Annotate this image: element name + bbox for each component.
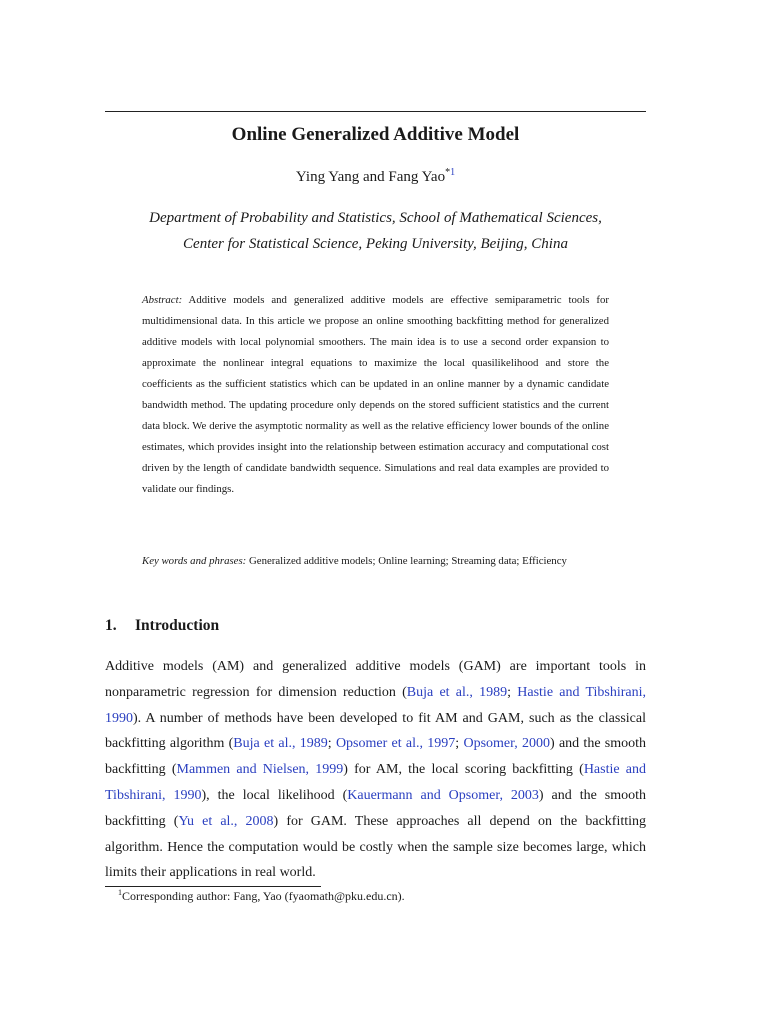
footnote-link[interactable]: 1	[450, 167, 456, 178]
top-rule	[105, 111, 646, 112]
section-heading	[105, 617, 219, 635]
abstract-text: Additive models and generalized additive models are effective semiparametric tools for multidimensional data. In this article we propose an online smoothing backfitting method for generalized additive models with local polynomial smoothers. The main idea is to use a second order expansion to approximate the nonlinear integral equations to maximize the local quasilikelihood and store the coefficients as the sufficient statistics which can be updated in an online manner by a dynamic candidate bandwidth method. The updating procedure only depends on the stored sufficient statistics and the current data block. We derive the asymptotic normality as well as the relative efficiency lower bounds of the online estimates, which provides insight into the relationship between estimation accuracy and computational cost driven by the length of candidate bandwidth sequence. Simulations and real data examples are provided to validate our findings.	[142, 294, 609, 495]
intro-text: ) for GAM. These approaches all depend on the backfitting algorithm. Hence the computation would be costly when the sample size becomes large, which limits their applications in real world.	[105, 813, 647, 881]
citation-link[interactable]: Hastie and Tibshirani, 1990	[105, 762, 646, 803]
affiliation-line-2: Center for Statistical Science, Peking University, Beijing, China	[183, 236, 568, 252]
author-names: Ying Yang and Fang Yao	[295, 169, 446, 185]
footnote-mark: 1	[118, 888, 122, 897]
author-mark-star: *	[445, 167, 451, 178]
intro-text: ;	[327, 736, 336, 752]
abstract-label: Abstract:	[142, 294, 183, 306]
abstract	[142, 290, 609, 500]
keywords-label: Key words and phrases:	[142, 555, 247, 567]
citation-link[interactable]: Buja et al., 1989	[233, 736, 328, 752]
keywords-text: Generalized additive models; Online learning; Streaming data; Efficiency	[248, 555, 567, 567]
footnote	[118, 889, 405, 904]
footnote-rule	[105, 886, 321, 887]
citation-link[interactable]: Hastie and Tibshirani, 1990	[105, 684, 647, 726]
citation-link[interactable]: Yu et al., 2008	[178, 813, 274, 829]
affiliation-line-1: Department of Probability and Statistics, School of Mathematical Sciences,	[149, 210, 602, 226]
citation-link[interactable]: Mammen and Nielsen, 1999	[176, 762, 344, 778]
intro-text: ) and the smooth backfitting (	[105, 736, 647, 778]
intro-text: Additive models (AM) and generalized additive models (GAM) are important tools in nonparametric regression for dimension reduction (	[105, 659, 646, 700]
intro-paragraph	[105, 654, 646, 886]
citation-link[interactable]: Buja et al., 1989	[406, 684, 508, 700]
section-title: Introduction	[135, 617, 220, 634]
intro-text: ). A number of methods have been developed to fit AM and GAM, such as the classical backfitting algorithm (	[105, 710, 646, 752]
keywords	[142, 551, 609, 572]
authors	[105, 169, 646, 186]
intro-text: ) for AM, the local scoring backfitting (	[343, 762, 584, 778]
intro-text: ;	[455, 736, 464, 752]
paper-title: Online Generalized Additive Model	[231, 124, 520, 145]
citation-link[interactable]: Opsomer, 2000	[463, 736, 551, 752]
footnote-text: Corresponding author: Fang, Yao (fyaomath@pku.edu.cn).	[122, 889, 405, 903]
affiliation	[105, 205, 646, 257]
intro-text: ;	[507, 684, 518, 700]
intro-text: ), the local likelihood (	[201, 787, 348, 803]
intro-text: ) and the smooth backfitting (	[105, 787, 646, 829]
citation-link[interactable]: Opsomer et al., 1997	[335, 736, 456, 752]
section-number: 1.	[105, 617, 117, 634]
citation-link[interactable]: Kauermann and Opsomer, 2003	[347, 787, 539, 803]
